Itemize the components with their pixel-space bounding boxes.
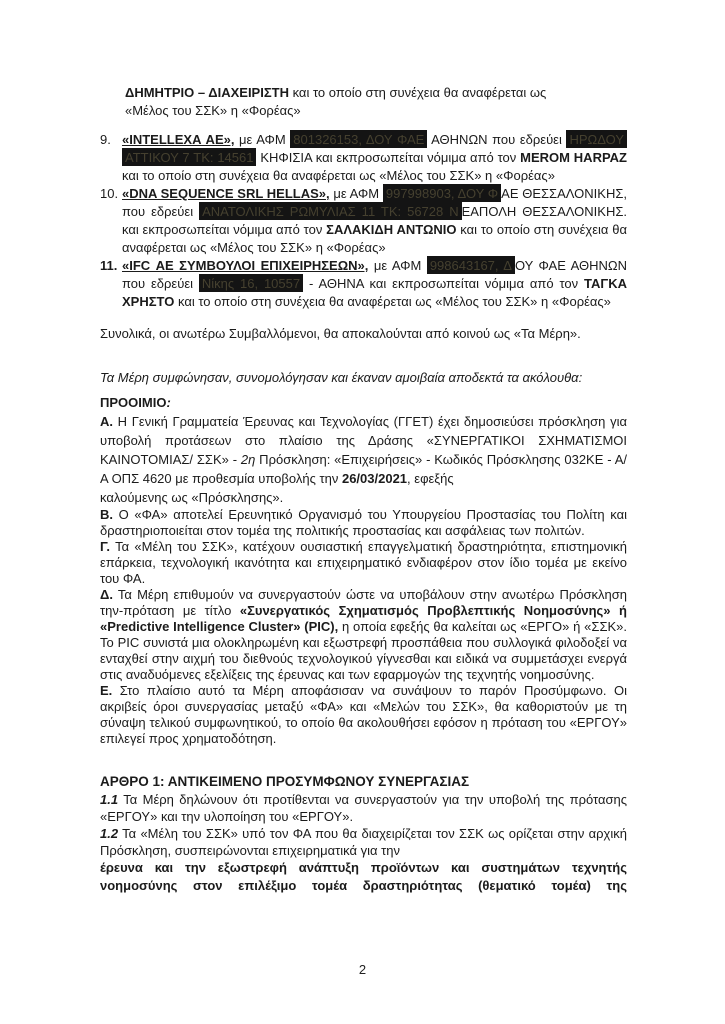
text-segment: «DNA SEQUENCE SRL HELLAS», [122, 186, 330, 201]
text-segment: , εφεξής [407, 471, 454, 486]
redaction-bar: 801326153, ΔΟΥ ΦΑΕ [290, 130, 427, 148]
text-segment: η οποία εφεξής θα καλείται ως «ΕΡΓΟ» ή «ΣΣΚ». Το PIC συνιστά μια ολοκληρωμένη και εξωστρεφή προσπάθεια που συλλογικά φιλοδοξεί να ενταχθεί στην αιχμή του διεθνούς τεχνολογικού γίγνεσθαι και ειδικά να συμμετάσχει ενεργά στις αναδυόμενες εξελίξεις της έρευνας και των εφαρμογών της τεχνητής νοημοσύνης. [100, 619, 627, 682]
text-segment: Τα Μέρη επιθυμούν να συνεργαστούν ώστε να υποβάλουν στην ανωτέρω Πρόσκληση την-πρόταση με τίτλο [100, 587, 627, 618]
redaction-bar: 998643167, Δ [427, 256, 515, 274]
text-segment: Στο πλαίσιο αυτό τα Μέρη αποφάσισαν να συνάψουν το παρόν Προσύμφωνο. Οι ακριβείς όροι συνεργασίας μεταξύ «ΦΑ» και «Μελών του ΣΣΚ», θα καθοριστούν με τη σύναψη τελικού συμφωνητικού, το οποίο θα ακολουθήσει εφόσον η πρόταση του «ΕΡΓΟΥ» επιλεγεί προς χρηματοδότηση. [100, 683, 627, 746]
text-segment: ΟΥ ΦΑΕ ΑΘΗΝΩΝ που εδρεύει [122, 258, 627, 291]
text-segment: και το οποίο στη συνέχεια θα αναφέρεται ως [288, 85, 547, 100]
preamble-title-colon: : [166, 395, 171, 410]
text-segment: ΑΕ ΘΕΣΣΑΛΟΝΙΚΗΣ, που εδρεύει [122, 186, 627, 219]
text-segment: ΣΑΛΑΚΙΔΗ ΑΝΤΩΝΙΟ [326, 222, 457, 237]
preamble-item-B [100, 507, 627, 539]
text-segment: 2η [240, 452, 256, 467]
page-content [100, 84, 627, 894]
text-segment: 1.1 [100, 792, 119, 807]
redaction-bar: ΗΡΩΔΟΥ ΑΤΤΙΚΟΥ 7 ΤΚ: 14561 [122, 130, 627, 166]
text-segment: Πρόσκληση: «Επιχειρήσεις» - Κωδικός Πρόσκλησης 032ΚΕ - Α/Α ΟΠΣ 4620 με προθεσμία υποβολής την [100, 452, 627, 486]
member-item-10 [100, 185, 627, 257]
text-segment: Γ. [100, 539, 110, 554]
text-segment: - ΑΘΗΝΑ και εκπροσωπείται νόμιμα από τον [303, 276, 585, 291]
text-segment: Ε. [100, 683, 113, 698]
text-segment: ΚΗΦΙΣΙΑ και εκπροσωπείται νόμιμα από τον [256, 150, 521, 165]
text-segment: «INTELLEXA ΑΕ», [122, 132, 235, 147]
member-list [100, 131, 627, 311]
text-segment: έρευνα και την εξωστρεφή ανάπτυξη προϊόντων και συστημάτων τεχνητής νοημοσύνης στον επιλέξιμο τομέα δραστηριότητας (θεματικό τομέα) της [100, 860, 627, 893]
text-segment: καλούμενης ως «Πρόσκλησης». [100, 490, 284, 505]
text-segment: ΔΗΜΗΤΡΙΟ – ΔΙΑΧΕΙΡΙΣΤΗ [125, 85, 289, 100]
page-number: 2 [358, 962, 367, 977]
clause-1-2-bold-continuation [100, 859, 627, 894]
text-segment: ΤΑΓΚΑ ΧΡΗΣΤΟ [122, 276, 627, 309]
redaction-bar: Νίκης 16, 10557 [199, 274, 303, 292]
text-segment: «Συνεργατικός Σχηματισμός Προβλεπτικής Νοημοσύνης» ή «Predictive Intelligence Cluster» (PIC), [100, 603, 627, 634]
text-segment: και το οποίο στη συνέχεια θα αναφέρεται ως «Μέλος του ΣΣΚ» η «Φορέας» [122, 168, 555, 183]
text-segment: Δ. [100, 587, 113, 602]
agreement-line: Τα Μέρη συμφώνησαν, συνομολόγησαν και έκαναν αμοιβαία αποδεκτά τα ακόλουθα: [100, 370, 583, 385]
text-segment: με ΑΦΜ [234, 132, 291, 147]
clause-1-1 [100, 791, 627, 825]
text-segment: Ο «ΦΑ» αποτελεί Ερευνητικό Οργανισμό του Υπουργείου Προστασίας του Πολίτη και δραστηριοποιείται στον τομέα της πολιτικής προστασίας και ασφάλειας των πολιτών. [100, 507, 627, 538]
member-text [122, 131, 627, 185]
member-item-11 [100, 257, 627, 311]
preamble-item-A [100, 412, 627, 507]
text-segment: και το οποίο στη συνέχεια θα αναφέρεται ως «Μέλος του ΣΣΚ» η «Φορέας» [174, 294, 611, 309]
text-segment: «IFC ΑΕ ΣΥΜΒΟΥΛΟΙ ΕΠΙΧΕΙΡΗΣΕΩΝ», [122, 258, 369, 273]
text-segment: Τα Μέρη δηλώνουν ότι προτίθενται να συνεργαστούν για την υποβολή της πρότασης «ΕΡΓΟΥ» και την υλοποίηση του «ΕΡΓΟΥ». [100, 792, 627, 824]
member-number: 9. [100, 132, 111, 147]
clause-1-2 [100, 825, 627, 859]
member-number: 10. [100, 186, 119, 201]
preamble-title [100, 394, 627, 412]
member-8-continuation-text [125, 84, 627, 120]
text-segment: «Μέλος του ΣΣΚ» η «Φορέας» [125, 103, 301, 118]
member-text [122, 257, 627, 311]
redaction-bar: ΑΝΑΤΟΛΙΚΗΣ ΡΩΜΥΛΙΑΣ 11 ΤΚ: 56728 Ν [199, 202, 462, 220]
text-segment: Τα «Μέλη του ΣΣΚ», κατέχουν ουσιαστική επαγγελματική δραστηριότητα, επιστημονική επάρκεια, τεχνολογική ικανότητα και επιχειρηματικό ενδιαφέρον στον ίδιο τομέα με εκείνο του ΦΑ. [100, 539, 627, 586]
preamble-item-C [100, 539, 627, 587]
member-item-9 [100, 131, 627, 185]
preamble-item-E [100, 683, 627, 747]
text-segment: 26/03/2021 [341, 471, 408, 486]
text-segment: με ΑΦΜ [368, 258, 427, 273]
member-number: 11. [100, 258, 118, 273]
text-segment: Τα «Μέλη του ΣΣΚ» υπό τον ΦΑ που θα διαχειρίζεται τον ΣΣΚ ως ορίζεται στην αρχική Πρόσκληση, συσπειρώνονται επιχειρηματικά για την [100, 826, 627, 858]
text-segment: Α. [100, 414, 113, 429]
text-segment: Β. [100, 507, 113, 522]
text-segment: ΕΑΠΟΛΗ ΘΕΣΣΑΛΟΝΙΚΗΣ. και εκπροσωπείται νόμιμα από τον [122, 204, 627, 237]
redaction-bar: 997998903, ΔΟΥ Φ [383, 184, 501, 202]
member-text [122, 185, 627, 257]
text-segment: με ΑΦΜ [329, 186, 383, 201]
text-segment: 1.2 [100, 826, 119, 841]
parties-note: Συνολικά, οι ανωτέρω Συμβαλλόμενοι, θα αποκαλούνται από κοινού ως «Τα Μέρη». [100, 326, 581, 341]
text-segment: και το οποίο στη συνέχεια θα αναφέρεται ως «Μέλος του ΣΣΚ» η «Φορέας» [122, 222, 627, 255]
preamble-title-text: ΠΡΟΟΙΜΙΟ [100, 395, 167, 410]
text-segment: MEROM HARPAZ [520, 150, 627, 165]
text-segment: Η Γενική Γραμματεία Έρευνας και Τεχνολογίας (ΓΓΕΤ) έχει δημοσιεύσει πρόσκληση για υποβολή προτάσεων στο πλαίσιο της Δράσης «ΣΥΝΕΡΓΑΤΙΚΟΙ ΣΧΗΜΑΤΙΣΜΟΙ ΚΑΙΝΟΤΟΜΙΑΣ/ ΣΣΚ» - [100, 414, 627, 467]
article-1-heading: ΑΡΘΡΟ 1: ΑΝΤΙΚΕΙΜΕΝΟ ΠΡΟΣΥΜΦΩΝΟΥ ΣΥΝΕΡΓΑΣΙΑΣ [100, 774, 470, 789]
text-segment: ΑΘΗΝΩΝ που εδρεύει [427, 132, 567, 147]
preamble-item-D [100, 587, 627, 683]
